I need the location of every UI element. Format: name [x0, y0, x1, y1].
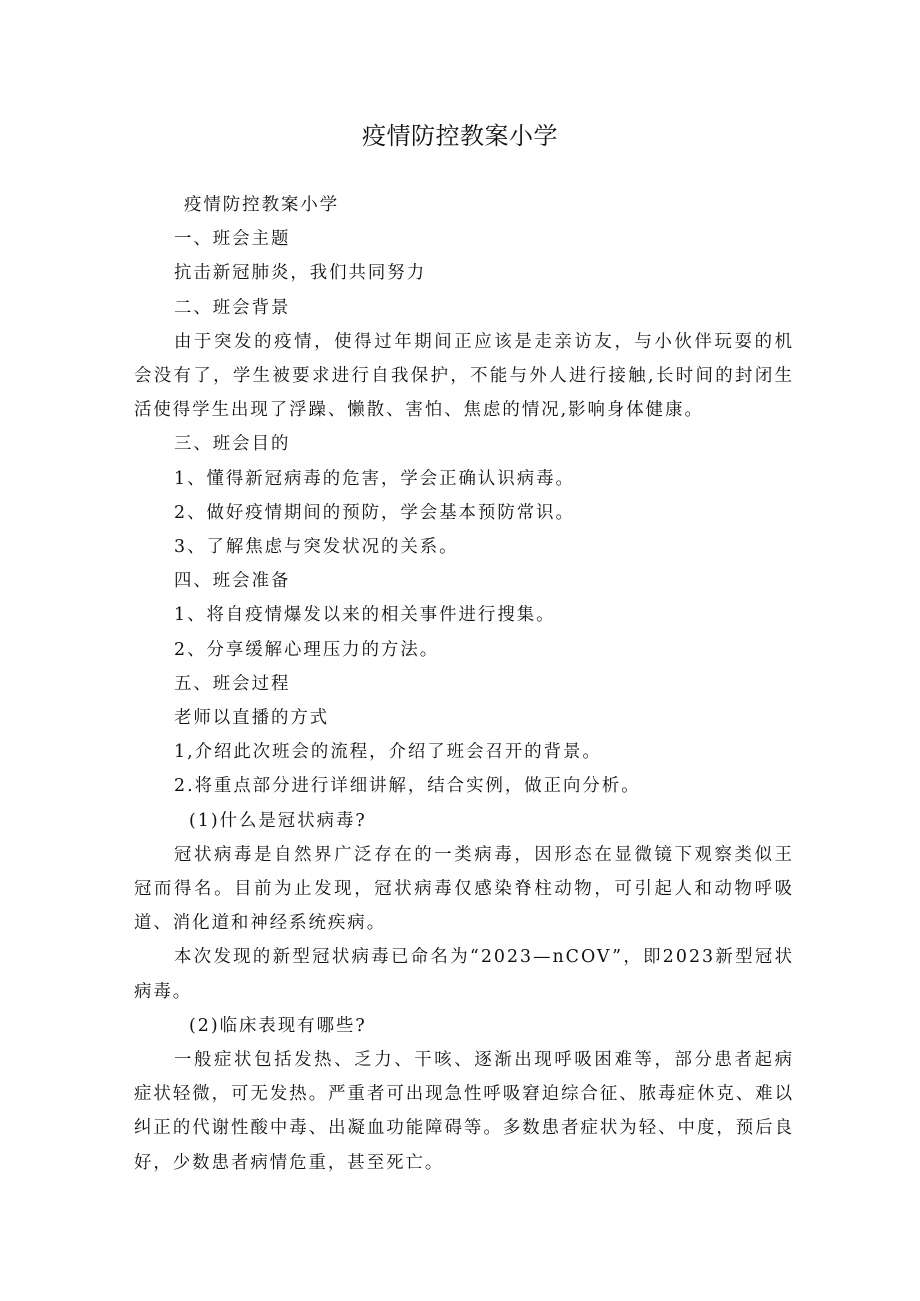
preparation-item-2: 2、分享缓解心理压力的方法。: [174, 639, 440, 660]
preparation-item-1: 1、将自疫情爆发以来的相关事件进行搜集。: [174, 605, 556, 626]
purpose-item-2: 2、做好疫情期间的预防，学会基本预防常识。: [174, 502, 575, 523]
question-1-answer: 冠状病毒是自然界广泛存在的一类病毒，因形态在显微镜下观察类似王冠而得名。目前为止发现，冠状病毒仅感染脊柱动物，可引起人和动物呼吸道、消化道和神经系统疾病。: [134, 844, 794, 934]
heading-process: 五、班会过程: [174, 673, 291, 694]
question-1-note: 本次发现的新型冠状病毒已命名为“2023—nCOV”，即2023新型冠状病毒。: [134, 947, 794, 1002]
process-step-2: 2.将重点部分进行详细讲解，结合实例，做正向分析。: [174, 776, 641, 797]
subtitle-paragraph: 疫情防控教案小学: [184, 195, 340, 215]
question-2-heading: (2)临床表现有哪些?: [189, 1015, 367, 1036]
paragraph-background: 由于突发的疫情，使得过年期间正应该是走亲访友，与小伙伴玩耍的机会没有了，学生被要求进行自我保护，不能与外人进行接触,长时间的封闭生活使得学生出现了浮躁、懒散、害怕、焦虑的情况,影响身体健康。: [134, 331, 794, 421]
document-body: [134, 188, 794, 1180]
question-2-answer: 一般症状包括发热、乏力、干咳、逐渐出现呼吸困难等，部分患者起病症状轻微，可无发热。严重者可出现急性呼吸窘迫综合征、脓毒症休克、难以纠正的代谢性酸中毒、出凝血功能障碍等。多数患者症状为轻、中度，预后良好，少数患者病情危重，甚至死亡。: [134, 1050, 794, 1173]
heading-background: 二、班会背景: [174, 297, 291, 318]
document-title: 疫情防控教案小学: [362, 122, 558, 150]
process-step-1: 1,介绍此次班会的流程，介绍了班会召开的背景。: [174, 742, 602, 763]
question-1-heading: (1)什么是冠状病毒?: [189, 810, 367, 831]
paragraph-theme: 抗击新冠肺炎，我们共同努力: [174, 263, 427, 284]
purpose-item-3: 3、了解焦虑与突发状况的关系。: [174, 537, 459, 558]
purpose-item-1: 1、懂得新冠病毒的危害，学会正确认识病毒。: [174, 468, 575, 489]
heading-purpose: 三、班会目的: [174, 434, 291, 455]
heading-theme: 一、班会主题: [174, 229, 291, 250]
process-intro: 老师以直播的方式: [174, 708, 330, 729]
heading-preparation: 四、班会准备: [174, 571, 291, 592]
